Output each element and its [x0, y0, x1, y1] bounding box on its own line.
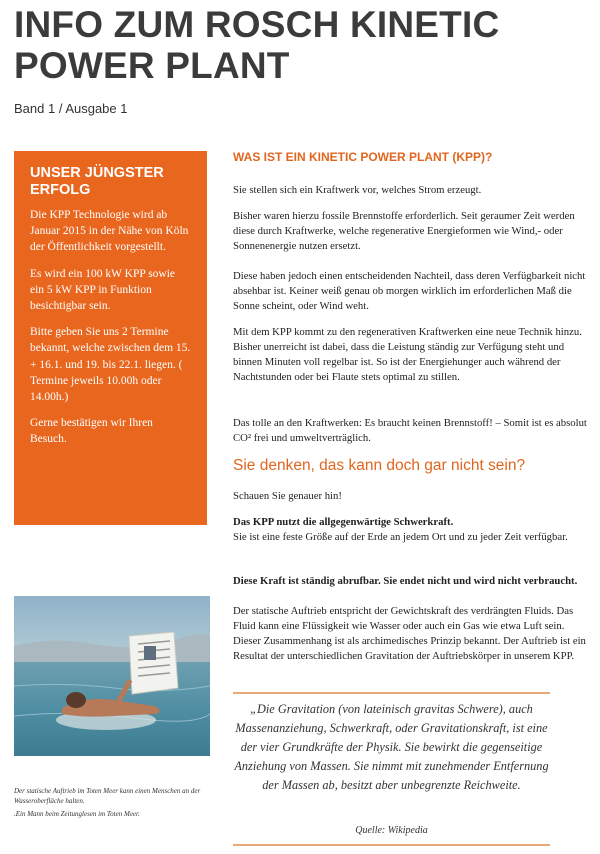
bold-statement: Diese Kraft ist ständig abrufbar. Sie endet nicht und wird nicht verbraucht. — [233, 575, 578, 587]
photo-caption-secondary: .Ein Mann beim Zeitunglesen im Toten Meer. — [14, 810, 140, 818]
article-paragraph: Bisher waren hierzu fossile Brennstoffe erforderlich. Seit geraumer Zeit werden diese durch Kraftwerke, welche regenerative Energieformen wie Wind,- oder Sonnenenergie nutzen ersetzt. — [233, 210, 575, 252]
sidebar-paragraph: Es wird ein 100 kW KPP sowie ein 5 kW KPP in Funktion besichtigbar sein. — [30, 267, 176, 313]
pull-quote: „Die Gravitation (von lateinisch gravitas Schwere), auch Massenanziehung, Schwerkraft, oder Gravitationskraft, ist eine der vier Grundkräfte der Physik. Sie bewirkt die gegenseitige Anziehung von Massen. Sie nimmt mit zunehmender Entfernung der Massen ab, besitzt aber unbegrenzte Reichweite. — [234, 702, 549, 792]
sidebar-paragraph: Die KPP Technologie wird ab Januar 2015 in der Nähe von Köln der Öffentlichkeit vorgestellt. — [30, 209, 189, 254]
article-paragraph: Sie stellen sich ein Kraftwerk vor, welches Strom erzeugt. — [233, 184, 482, 196]
quote-source: Quelle: Wikipedia — [355, 825, 428, 836]
page-title: INFO ZUM ROSCH KINETIC POWER PLANT — [14, 4, 500, 86]
sidebar-heading: UNSER JÜNGSTER ERFOLG — [30, 165, 164, 198]
article-paragraph: Schauen Sie genauer hin! — [233, 490, 342, 502]
article-subheading: Sie denken, das kann doch gar nicht sein? — [233, 457, 526, 474]
bold-statement: Das KPP nutzt die allgegenwärtige Schwerkraft. — [233, 516, 454, 528]
sidebar-paragraph: Bitte geben Sie uns 2 Termine bekannt, welche zwischen dem 15. + 16.1. und 19. bis 22.1. liegen. ( Termine jeweils 10.00h oder 14.00h.) — [30, 326, 191, 404]
sidebar-paragraph: Gerne bestätigen wir Ihren Besuch. — [30, 417, 153, 446]
article-paragraph: Sie ist eine feste Größe auf der Erde an jedem Ort und zu jeder Zeit verfügbar. — [233, 531, 568, 543]
article-paragraph: Diese haben jedoch einen entscheidenden Nachteil, dass deren Verfügbarkeit nicht absehbar ist. Keiner weiß genau ob morgen wirklich im erforderlichen Maß die Sonne scheint, oder Wind weht. — [233, 270, 586, 312]
article-heading: WAS IST EIN KINETIC POWER PLANT (KPP)? — [233, 150, 493, 164]
photo-illustration — [14, 596, 210, 756]
quote-top-divider — [233, 692, 550, 694]
dead-sea-photo — [14, 596, 210, 756]
sidebar-box — [14, 151, 207, 525]
quote-bottom-divider — [233, 844, 550, 846]
issue-label: Band 1 / Ausgabe 1 — [14, 101, 128, 116]
article-paragraph: Mit dem KPP kommt zu den regenerativen Kraftwerken eine neue Technik hinzu. Bisher unerreicht ist dabei, dass die Leistung ständig zur Verfügung steht und binnen Minuten voll regelbar ist. So ist der Energiehunger auch während der Nachtstunden oder bei Flaute stets optimal zu stillen. — [233, 326, 582, 383]
article-paragraph: Der statische Auftrieb entspricht der Gewichtskraft des verdrängten Fluids. Das Fluid kann eine Flüssigkeit wie Wasser oder auch ein Gas wie etwa Luft sein. Dieser Zusammenhang ist als archimedisches Prinzip bekannt. Der Auftrieb ist ein Resultat der unterschiedlichen Gravitation der Auftriebskörper in unserem KPP. — [233, 605, 586, 662]
photo-caption: Der statische Auftrieb im Toten Meer kann einen Menschen an der Wasseroberfläche halten. — [14, 787, 201, 805]
article-paragraph: Das tolle an den Kraftwerken: Es braucht keinen Brennstoff! – Somit ist es absolut CO² frei und umweltverträglich. — [233, 417, 587, 444]
